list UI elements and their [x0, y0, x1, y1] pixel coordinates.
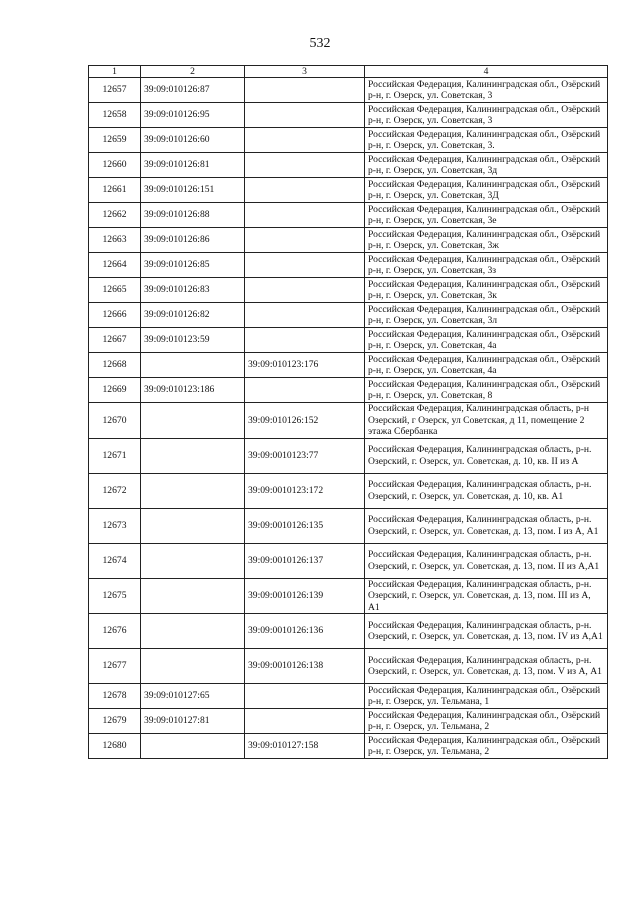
- table-row: [89, 709, 608, 734]
- cadastral-number: [141, 649, 245, 684]
- table-row: [89, 438, 608, 473]
- cadastral-number-alt: 39:09:0010126:137: [245, 543, 365, 578]
- table-row: [89, 649, 608, 684]
- column-header-3: 3: [245, 66, 365, 78]
- cadastral-number: 39:09:010126:82: [141, 303, 245, 328]
- table-row: [89, 543, 608, 578]
- row-number: 12673: [89, 508, 141, 543]
- row-number: 12669: [89, 378, 141, 403]
- table-row: [89, 228, 608, 253]
- cadastral-number-alt: 39:09:010126:152: [245, 403, 365, 439]
- column-header-4: 4: [365, 66, 608, 78]
- address: Российская Федерация, Калининградская обл., Озёрский р-н, г. Озерск, ул. Советская, 3: [365, 103, 608, 128]
- column-header-2: 2: [141, 66, 245, 78]
- row-number: 12671: [89, 438, 141, 473]
- address: Российская Федерация, Калининградская обл., Озёрский р-н, г. Озерск, ул. Советская, 3е: [365, 203, 608, 228]
- cadastral-number: 39:09:010123:186: [141, 378, 245, 403]
- table-row: [89, 734, 608, 759]
- cadastral-number-alt: 39:09:0010126:139: [245, 578, 365, 614]
- cadastral-number: [141, 543, 245, 578]
- cadastral-number: 39:09:010127:81: [141, 709, 245, 734]
- table-row: [89, 378, 608, 403]
- address: Российская Федерация, Калининградская область, р-н. Озерский, г. Озерск, ул. Советская, д. 10, кв. А1: [365, 473, 608, 508]
- row-number: 12675: [89, 578, 141, 614]
- table-row: [89, 103, 608, 128]
- cadastral-number-alt: 39:09:0010123:172: [245, 473, 365, 508]
- cadastral-number: [141, 578, 245, 614]
- cadastral-number-alt: [245, 278, 365, 303]
- table-row: [89, 78, 608, 103]
- table-row: [89, 614, 608, 649]
- address: Российская Федерация, Калининградская обл., Озёрский р-н, г. Озерск, ул. Советская, 4а: [365, 353, 608, 378]
- table-row: [89, 303, 608, 328]
- cadastral-number: [141, 438, 245, 473]
- table-row: [89, 328, 608, 353]
- address: Российская Федерация, Калининградская обл., Озёрский р-н, г. Озерск, ул. Советская, 4а: [365, 328, 608, 353]
- cadastral-number-alt: [245, 153, 365, 178]
- cadastral-number: 39:09:010126:151: [141, 178, 245, 203]
- address: Российская Федерация, Калининградская обл., Озёрский р-н, г. Озерск, ул. Советская, 3к: [365, 278, 608, 303]
- address: Российская Федерация, Калининградская обл., Озёрский р-н, г. Озерск, ул. Тельмана, 2: [365, 734, 608, 759]
- table-row: [89, 684, 608, 709]
- address: Российская Федерация, Калининградская обл., Озёрский р-н, г. Озерск, ул. Тельмана, 2: [365, 709, 608, 734]
- cadastral-number-alt: 39:09:010123:176: [245, 353, 365, 378]
- table-header-row: [89, 66, 608, 78]
- cadastral-number-alt: [245, 203, 365, 228]
- row-number: 12662: [89, 203, 141, 228]
- row-number: 12663: [89, 228, 141, 253]
- cadastral-number-alt: 39:09:0010126:136: [245, 614, 365, 649]
- table-row: [89, 278, 608, 303]
- row-number: 12680: [89, 734, 141, 759]
- address: Российская Федерация, Калининградская обл., Озёрский р-н, г. Озерск, ул. Советская, 3.: [365, 128, 608, 153]
- cadastral-number: [141, 473, 245, 508]
- cadastral-number: 39:09:010126:88: [141, 203, 245, 228]
- cadastral-number-alt: [245, 178, 365, 203]
- address: Российская Федерация, Калининградская обл., Озёрский р-н, г. Озерск, ул. Советская, 8: [365, 378, 608, 403]
- cadastral-number: [141, 353, 245, 378]
- row-number: 12668: [89, 353, 141, 378]
- cadastral-number-alt: 39:09:010127:158: [245, 734, 365, 759]
- address: Российская Федерация, Калининградская обл., Озёрский р-н, г. Озерск, ул. Советская, 3л: [365, 303, 608, 328]
- cadastral-number-alt: [245, 303, 365, 328]
- cadastral-number-alt: [245, 228, 365, 253]
- address: Российская Федерация, Калининградская область, р-н. Озерский, г. Озерск, ул. Советская, д. 13, пом. IV из А,А1: [365, 614, 608, 649]
- cadastral-number: 39:09:010127:65: [141, 684, 245, 709]
- cadastral-number: 39:09:010126:87: [141, 78, 245, 103]
- cadastral-number: [141, 403, 245, 439]
- row-number: 12667: [89, 328, 141, 353]
- table-row: [89, 153, 608, 178]
- cadastral-number: 39:09:010126:60: [141, 128, 245, 153]
- row-number: 12660: [89, 153, 141, 178]
- row-number: 12670: [89, 403, 141, 439]
- address: Российская Федерация, Калининградская область, р-н. Озерский, г. Озерск, ул. Советская, д. 13, пом. II из А,А1: [365, 543, 608, 578]
- cadastral-number-alt: [245, 253, 365, 278]
- cadastral-number: 39:09:010123:59: [141, 328, 245, 353]
- cadastral-number: 39:09:010126:81: [141, 153, 245, 178]
- address: Российская Федерация, Калининградская обл., Озёрский р-н, г. Озерск, ул. Советская, 3: [365, 78, 608, 103]
- column-header-1: 1: [89, 66, 141, 78]
- cadastral-number-alt: [245, 128, 365, 153]
- table-row: [89, 128, 608, 153]
- cadastral-number: 39:09:010126:95: [141, 103, 245, 128]
- cadastral-number: 39:09:010126:86: [141, 228, 245, 253]
- address: Российская Федерация, Калининградская область, р-н. Озерский, г. Озерск, ул. Советская, д. 13, пом. I из А, А1: [365, 508, 608, 543]
- table-row: [89, 403, 608, 439]
- page-number: 532: [309, 36, 331, 51]
- cadastral-number-alt: 39:09:0010123:77: [245, 438, 365, 473]
- address: Российская Федерация, Калининградская обл., Озёрский р-н, г. Озерск, ул. Советская, 3з: [365, 253, 608, 278]
- cadastral-number-alt: [245, 78, 365, 103]
- row-number: 12659: [89, 128, 141, 153]
- address: Российская Федерация, Калининградская область, р-н. Озерский, г. Озерск, ул. Советская, д. 13, пом. III из А, А1: [365, 578, 608, 614]
- table-row: [89, 178, 608, 203]
- row-number: 12661: [89, 178, 141, 203]
- address: Российская Федерация, Калининградская обл., Озёрский р-н, г. Озерск, ул. Тельмана, 1: [365, 684, 608, 709]
- address: Российская Федерация, Калининградская область, р-н. Озерский, г. Озерск, ул. Советская, д. 10, кв. II из А: [365, 438, 608, 473]
- address: Российская Федерация, Калининградская область, р-н Озерский, г Озерск, ул Советская, д 11, помещение 2 этажа Сбербанка: [365, 403, 608, 439]
- table-row: [89, 578, 608, 614]
- row-number: 12657: [89, 78, 141, 103]
- table-row: [89, 203, 608, 228]
- cadastral-number: [141, 508, 245, 543]
- cadastral-number: 39:09:010126:83: [141, 278, 245, 303]
- cadastral-number-alt: [245, 684, 365, 709]
- cadastral-number-alt: 39:09:0010126:138: [245, 649, 365, 684]
- cadastral-number-alt: [245, 328, 365, 353]
- row-number: 12677: [89, 649, 141, 684]
- cadastral-number: [141, 614, 245, 649]
- row-number: 12679: [89, 709, 141, 734]
- table-row: [89, 353, 608, 378]
- row-number: 12676: [89, 614, 141, 649]
- cadastral-number: [141, 734, 245, 759]
- address: Российская Федерация, Калининградская обл., Озёрский р-н, г. Озерск, ул. Советская, 3д: [365, 153, 608, 178]
- row-number: 12658: [89, 103, 141, 128]
- address: Российская Федерация, Калининградская область, р-н. Озерский, г. Озерск, ул. Советская, д. 13, пом. V из А, А1: [365, 649, 608, 684]
- row-number: 12674: [89, 543, 141, 578]
- cadastral-number: 39:09:010126:85: [141, 253, 245, 278]
- cadastral-number-alt: [245, 378, 365, 403]
- row-number: 12672: [89, 473, 141, 508]
- registry-table: [88, 65, 608, 759]
- table-row: [89, 473, 608, 508]
- address: Российская Федерация, Калининградская обл., Озёрский р-н, г. Озерск, ул. Советская, 3ж: [365, 228, 608, 253]
- cadastral-number-alt: [245, 709, 365, 734]
- table-row: [89, 253, 608, 278]
- row-number: 12678: [89, 684, 141, 709]
- row-number: 12665: [89, 278, 141, 303]
- table-row: [89, 508, 608, 543]
- address: Российская Федерация, Калининградская обл., Озёрский р-н, г. Озерск, ул. Советская, 3Д: [365, 178, 608, 203]
- row-number: 12666: [89, 303, 141, 328]
- cadastral-number-alt: [245, 103, 365, 128]
- row-number: 12664: [89, 253, 141, 278]
- cadastral-number-alt: 39:09:0010126:135: [245, 508, 365, 543]
